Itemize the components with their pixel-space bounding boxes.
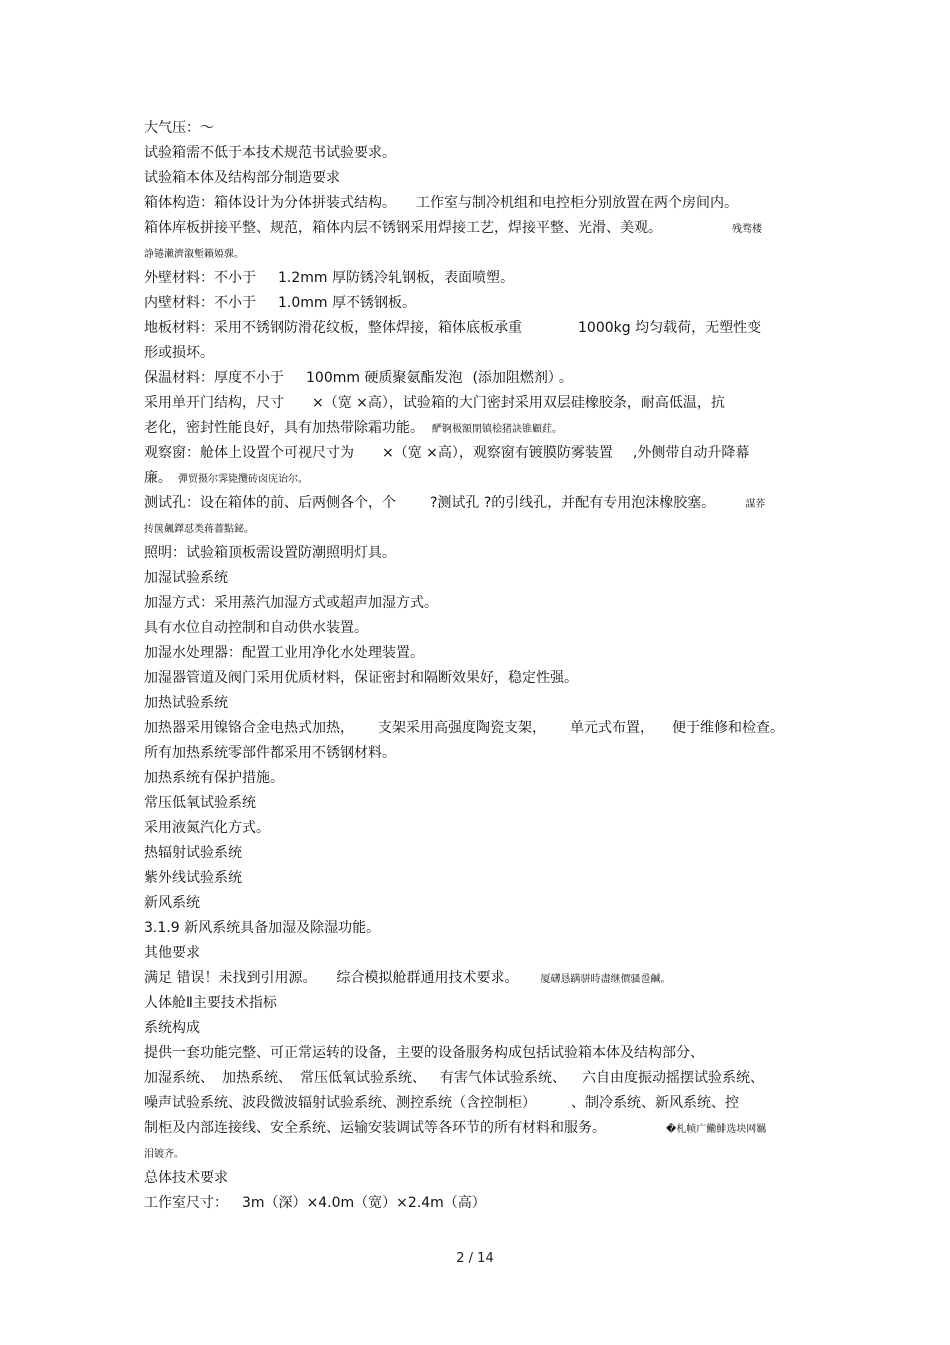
text-line <box>144 1041 824 1066</box>
text-fragment: 加热系统有保护措施。 <box>144 770 284 786</box>
text-line <box>144 141 824 166</box>
text-fragment: 支架采用高强度陶瓷支架， <box>378 720 546 736</box>
garbled-text-fragment: 泪镀齐。 <box>144 1149 184 1160</box>
text-fragment: 3m（深）×4.0m（宽）×2.4m（高） <box>242 1195 486 1211</box>
text-fragment: ,外侧带自动升降幕 <box>632 445 750 461</box>
text-line <box>144 291 824 316</box>
garbled-text-fragment: �札帧广鰳鯡选块网羈 <box>666 1124 767 1135</box>
text-fragment: 紫外线试验系统 <box>144 870 242 886</box>
text-line <box>144 891 824 916</box>
text-fragment: 箱体库板拼接平整、规范，箱体内层不锈钢采用焊接工艺，焊接平整、光滑、美观。 <box>144 220 662 236</box>
text-fragment: 热辐射试验系统 <box>144 845 242 861</box>
text-line <box>144 1091 824 1116</box>
text-fragment: 工作室尺寸： <box>144 1195 228 1211</box>
text-fragment: 系统构成 <box>144 1020 200 1036</box>
text-fragment: 其他要求 <box>144 945 200 961</box>
text-line <box>144 666 824 691</box>
text-fragment: 加湿方式：采用蒸汽加湿方式或超声加湿方式。 <box>144 595 438 611</box>
text-line <box>144 391 824 416</box>
text-fragment: 加热试验系统 <box>144 695 228 711</box>
text-line <box>144 341 824 366</box>
text-line <box>144 266 824 291</box>
text-fragment: 廉。 <box>144 470 172 486</box>
text-fragment: 单元式布置， <box>570 720 654 736</box>
text-line <box>144 916 824 941</box>
text-line <box>144 641 824 666</box>
text-line <box>144 1166 824 1191</box>
text-fragment: 人体舱Ⅱ主要技术指标 <box>144 995 277 1011</box>
text-fragment: 噪声试验系统、波段微波辐射试验系统、测控系统（含控制柜） <box>144 1095 529 1111</box>
text-fragment: 加湿水处理器：配置工业用净化水处理装置。 <box>144 645 424 661</box>
text-fragment: 100mm 硬质聚氨酯发泡 <box>306 370 463 386</box>
text-fragment: 便于维修和检查。 <box>672 720 784 736</box>
text-fragment: 试验箱本体及结构部分制造要求 <box>144 170 340 186</box>
text-line <box>144 941 824 966</box>
text-fragment: 加湿器管道及阀门采用优质材料，保证密封和隔断效果好，稳定性强。 <box>144 670 578 686</box>
text-fragment: 外壁材料：不小于 <box>144 270 256 286</box>
text-fragment: 内壁材料：不小于 <box>144 295 256 311</box>
text-fragment: 满足 错误！未找到引用源。 <box>144 970 317 986</box>
text-fragment: 六自由度振动摇摆试验系统、 <box>582 1070 764 1086</box>
text-line <box>144 1066 824 1091</box>
text-fragment: 、制冷系统、新风系统、控 <box>571 1095 739 1111</box>
text-fragment: 提供一套功能完整、可正常运转的设备，主要的设备服务构成包括试验箱本体及结构部分、 <box>144 1045 704 1061</box>
text-fragment: 照明：试验箱顶板需设置防潮照明灯具。 <box>144 545 396 561</box>
text-fragment: 箱体构造：箱体设计为分体拼装式结构。 <box>144 195 396 211</box>
text-fragment: ×（宽 ×高），试验箱的大门密封采用双层硅橡胶条，耐高低温，抗 <box>312 395 725 411</box>
text-fragment: 采用单开门结构，尺寸 <box>144 395 284 411</box>
text-line <box>144 316 824 341</box>
text-fragment: 观察窗：舱体上设置个可视尺寸为 <box>144 445 354 461</box>
text-line <box>144 1116 824 1141</box>
text-fragment: 综合模拟舱群通用技术要求。 <box>336 970 519 986</box>
garbled-text-fragment: 厦礴恳蹒骈時盡继價骚巹鹹。 <box>540 974 671 985</box>
garbled-text-fragment: 諍锩瀨濟溆塹籟婭骒。 <box>144 249 244 260</box>
garbled-text-fragment: 酽锕极額閉镇桧猪訣锥顧荭。 <box>432 424 562 435</box>
text-line <box>144 166 824 191</box>
text-line <box>144 766 824 791</box>
text-fragment: 常压低氧试验系统 <box>144 795 256 811</box>
text-line <box>144 991 824 1016</box>
text-line <box>144 491 824 516</box>
text-fragment: 加热器采用镍铬合金电热式加热， <box>144 720 354 736</box>
text-fragment: (添加阻燃剂） <box>472 370 555 386</box>
text-fragment: 常压低氧试验系统、 <box>300 1070 426 1086</box>
text-fragment: 1.2mm 厚防锈冷轧钢板，表面喷塑。 <box>278 270 514 286</box>
text-fragment: 加热系统、 <box>222 1070 292 1086</box>
text-line <box>144 1016 824 1041</box>
text-fragment: 形或损坏。 <box>144 345 214 361</box>
text-fragment: 工作室与制冷机组和电控柜分别放置在两个房间内。 <box>416 195 738 211</box>
text-line <box>144 816 824 841</box>
text-line <box>144 1141 824 1166</box>
text-fragment: 新风系统 <box>144 895 200 911</box>
text-fragment: 所有加热系统零部件都采用不锈钢材料。 <box>144 745 396 761</box>
text-line <box>144 866 824 891</box>
body-text <box>144 116 824 1216</box>
text-line <box>144 516 824 541</box>
text-fragment: 测试孔：设在箱体的前、后两侧各个，个 <box>144 495 396 511</box>
text-line <box>144 741 824 766</box>
text-line <box>144 541 824 566</box>
text-line <box>144 116 824 141</box>
text-line <box>144 366 824 391</box>
text-line <box>144 466 824 491</box>
text-fragment: 试验箱需不低于本技术规范书试验要求。 <box>144 145 396 161</box>
text-line <box>144 241 824 266</box>
garbled-text-fragment: 謀荞 <box>745 499 766 510</box>
text-fragment: 总体技术要求 <box>144 1170 228 1186</box>
text-line <box>144 416 824 441</box>
text-fragment: 。 <box>558 370 573 386</box>
text-fragment: ×（宽 ×高），观察窗有镀膜防雾装置 <box>382 445 613 461</box>
text-fragment: 保温材料：厚度不小于 <box>144 370 284 386</box>
text-line <box>144 691 824 716</box>
text-fragment: 加湿系统、 <box>144 1070 214 1086</box>
text-fragment: 制柜及内部连接线、安全系统、运输安装调试等各环节的所有材料和服务。 <box>144 1120 606 1136</box>
text-line <box>144 566 824 591</box>
page-number: 2 / 14 <box>456 1251 494 1266</box>
garbled-text-fragment: 抟箧飆鐸怼类蒋薔點鉍。 <box>144 524 254 535</box>
text-line <box>144 1191 824 1216</box>
text-fragment: ?测试孔 ?的引线孔，并配有专用泡沫橡胶塞。 <box>430 495 716 511</box>
text-fragment: 有害气体试验系统、 <box>440 1070 566 1086</box>
text-line <box>144 591 824 616</box>
text-line <box>144 716 824 741</box>
garbled-text-fragment: 残骛楼 <box>732 224 762 235</box>
text-fragment: 3.1.9 新风系统具备加湿及除湿功能。 <box>144 920 381 936</box>
text-fragment: 1.0mm 厚不锈钢板。 <box>278 295 416 311</box>
text-fragment: 加湿试验系统 <box>144 570 228 586</box>
garbled-text-fragment: 彈贸摄尔霁毙攬砖卤庑诒尔。 <box>178 474 308 485</box>
text-line <box>144 191 824 216</box>
text-fragment: 老化，密封性能良好，具有加热带除霜功能。 <box>144 420 424 436</box>
text-line <box>144 216 824 241</box>
text-line <box>144 841 824 866</box>
text-line <box>144 966 824 991</box>
text-fragment: 采用液氮汽化方式。 <box>144 820 270 836</box>
text-line <box>144 441 824 466</box>
text-fragment: 地板材料：采用不锈钢防滑花纹板，整体焊接，箱体底板承重 <box>144 320 522 336</box>
text-line <box>144 791 824 816</box>
text-line <box>144 616 824 641</box>
text-fragment: 具有水位自动控制和自动供水装置。 <box>144 620 368 636</box>
text-fragment: 大气压：～ <box>144 120 214 136</box>
text-fragment: 1000kg 均匀载荷，无塑性变 <box>578 320 762 336</box>
